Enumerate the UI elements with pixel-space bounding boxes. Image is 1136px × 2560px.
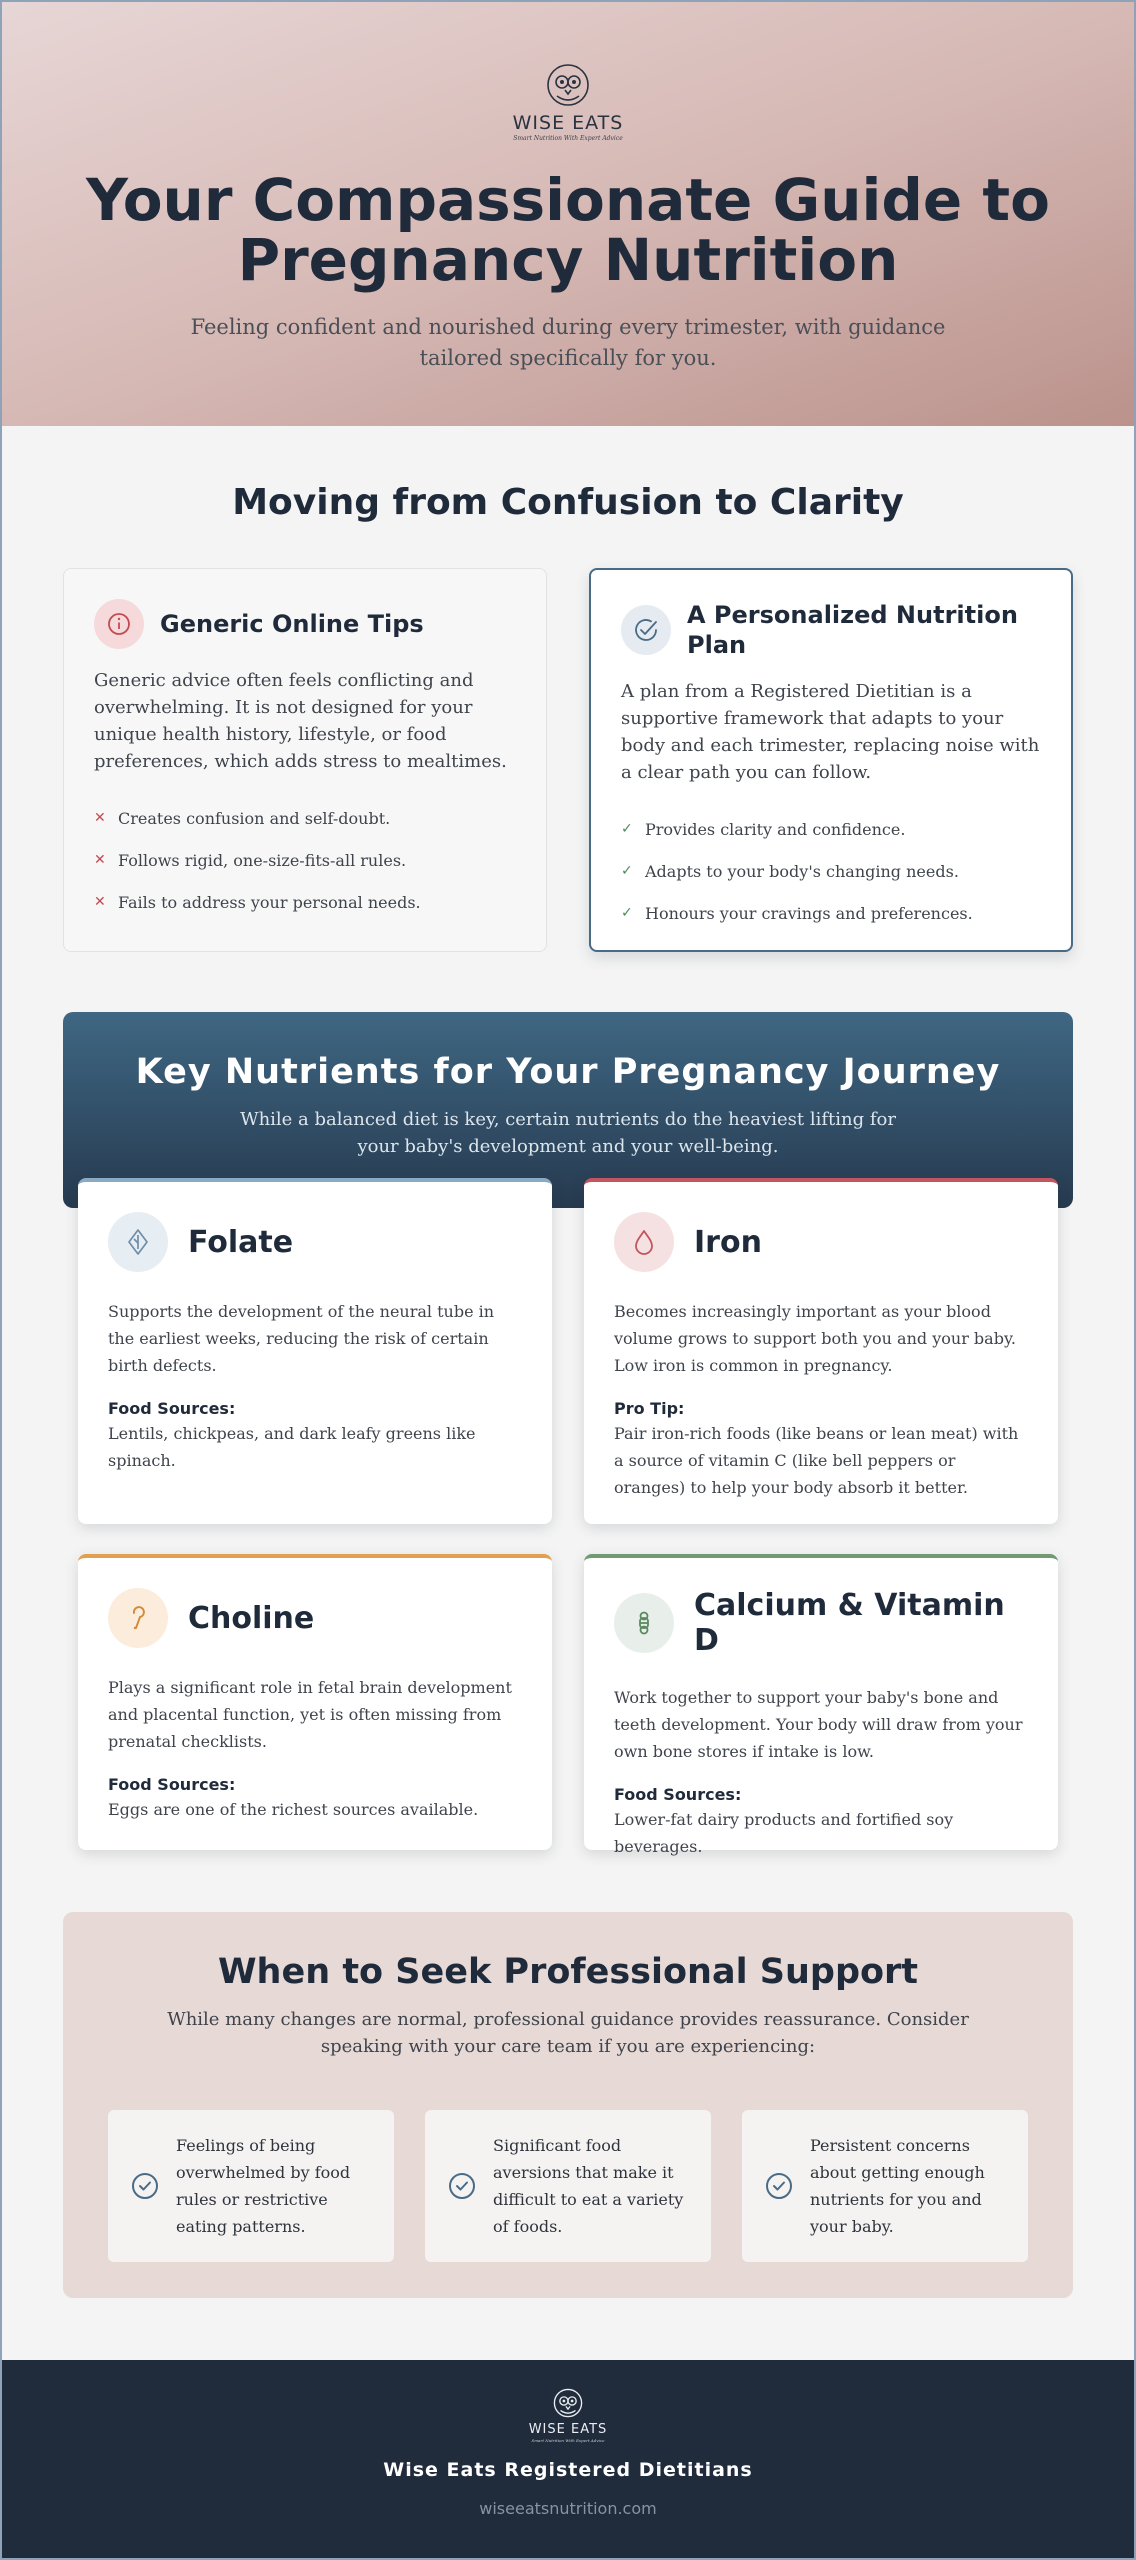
nutrients-section: [2, 1012, 1134, 1856]
list-item: ✕ Fails to address your personal needs.: [94, 892, 421, 912]
nutrient-card-iron: [584, 1178, 1058, 1524]
owl-logo-icon: [543, 60, 593, 110]
brand-logo[interactable]: [2, 60, 1134, 142]
hero-subtitle: Feeling confident and nourished during every trimester, with guidance tailored specifically for you.: [190, 315, 946, 370]
personalized-plan-body: A plan from a Registered Dietitian is a supportive framework that adapts to your body and each trimester, replacing noise with a clear path you can follow.: [621, 681, 1040, 783]
nutrient-card-folate: [78, 1178, 552, 1524]
nutrient-description: Becomes increasingly important as your blood volume grows to support both you and your baby. Low iron is common in pregnancy.: [614, 1302, 1016, 1375]
support-cards: [108, 2110, 1028, 2262]
personalized-plan-list: [621, 808, 1041, 934]
nutrient-label: Food Sources:: [108, 1775, 236, 1794]
info-icon: [94, 599, 144, 649]
nutrient-description: Plays a significant role in fetal brain development and placental function, yet is often missing from prenatal checklists.: [108, 1678, 512, 1751]
support-card: [742, 2110, 1028, 2262]
list-item: ✓ Adapts to your body's changing needs.: [621, 861, 959, 881]
personalized-plan-card: [589, 568, 1073, 952]
comparison-title: Moving from Confusion to Clarity: [232, 482, 904, 523]
nutrient-sources: Eggs are one of the richest sources available.: [108, 1800, 479, 1819]
bone-icon: [614, 1593, 674, 1653]
brand-tagline: Smart Nutrition With Expert Advice: [513, 135, 623, 142]
support-card-text: Feelings of being overwhelmed by food rules or restrictive eating patterns.: [176, 2136, 351, 2236]
nutrient-card-calcium: [584, 1554, 1058, 1856]
check-circle-icon: [621, 605, 671, 655]
nutrient-sources: Lentils, chickpeas, and dark leafy greens like spinach.: [108, 1424, 476, 1470]
check-circle-icon: [764, 2171, 794, 2201]
egg-icon: [108, 1588, 168, 1648]
nutrient-label: Food Sources:: [614, 1785, 742, 1804]
x-icon: ✕: [94, 810, 106, 826]
nutrient-title: Folate: [188, 1224, 294, 1260]
support-section: [63, 1912, 1073, 2298]
nutrient-card-header: [614, 1588, 1028, 1658]
support-card: [425, 2110, 711, 2262]
owl-logo-icon: [551, 2386, 585, 2420]
list-item: ✕ Follows rigid, one-size-fits-all rules.: [94, 850, 407, 870]
nutrient-label: Pro Tip:: [614, 1399, 685, 1418]
generic-tips-card: [63, 568, 547, 952]
check-icon: ✓: [621, 863, 633, 879]
nutrient-label: Food Sources:: [108, 1399, 236, 1418]
personalized-plan-title: A Personalized Nutrition Plan: [687, 601, 1018, 659]
droplet-icon: [614, 1212, 674, 1272]
nutrient-title: Choline: [188, 1600, 315, 1636]
brand-tagline: Smart Nutrition With Expert Advice: [531, 2438, 605, 2443]
check-circle-icon: [447, 2171, 477, 2201]
page-title: Your Compassionate Guide to Pregnancy Nutrition: [86, 166, 1050, 294]
footer-company-name: Wise Eats Registered Dietitians: [383, 2459, 753, 2481]
footer-logo[interactable]: [2, 2386, 1134, 2443]
nutrient-sources: Lower-fat dairy products and fortified soy beverages.: [614, 1810, 954, 1856]
support-title: When to Seek Professional Support: [217, 1952, 919, 1992]
list-item: ✓ Provides clarity and confidence.: [621, 819, 906, 839]
nutrient-title: Iron: [694, 1224, 762, 1260]
nutrient-card-header: [108, 1212, 522, 1272]
personalized-plan-header: [621, 600, 1041, 660]
nutrient-title: Calcium & Vitamin D: [694, 1588, 1005, 1658]
support-card-text: Significant food aversions that make it difficult to eat a variety of foods.: [493, 2136, 684, 2236]
nutrient-card-header: [614, 1212, 1028, 1272]
list-item: ✓ Honours your cravings and preferences.: [621, 903, 973, 923]
list-item: ✕ Creates confusion and self-doubt.: [94, 808, 391, 828]
footer-website-link[interactable]: wiseeatsnutrition.com: [479, 2499, 657, 2518]
nutrient-card-choline: [78, 1554, 552, 1850]
nutrient-description: Work together to support your baby's bone and teeth development. Your body will draw from your own bone stores if intake is low.: [614, 1688, 1023, 1761]
support-lead: While many changes are normal, professional guidance provides reassurance. Consider speaking with your care team if you are experiencing:: [167, 2009, 969, 2057]
generic-tips-header: [94, 599, 516, 649]
generic-tips-body: Generic advice often feels conflicting and overwhelming. It is not designed for your unique health history, lifestyle, or food preferences, which adds stress to mealtimes.: [94, 670, 507, 772]
brand-name: WISE EATS: [512, 112, 624, 134]
leaf-icon: [108, 1212, 168, 1272]
brand-name: WISE EATS: [528, 2422, 608, 2437]
nutrients-grid: [78, 1178, 1058, 1856]
x-icon: ✕: [94, 852, 106, 868]
support-card-text: Persistent concerns about getting enough nutrients for you and your baby.: [810, 2136, 985, 2236]
check-icon: ✓: [621, 905, 633, 921]
x-icon: ✕: [94, 894, 106, 910]
footer: [2, 2360, 1134, 2558]
generic-tips-title: Generic Online Tips: [160, 610, 424, 638]
nutrient-tip: Pair iron-rich foods (like beans or lean meat) with a source of vitamin C (like bell peppers or oranges) to help your body absorb it better.: [614, 1424, 1019, 1497]
support-card: [108, 2110, 394, 2262]
nutrients-subtitle: While a balanced diet is key, certain nutrients do the heaviest lifting for your baby's development and your well-being.: [240, 1109, 896, 1157]
check-circle-icon: [130, 2171, 160, 2201]
generic-tips-list: [94, 797, 516, 923]
comparison-section: [2, 482, 1134, 952]
check-icon: ✓: [621, 821, 633, 837]
nutrients-title: Key Nutrients for Your Pregnancy Journey: [135, 1052, 1001, 1092]
nutrient-card-header: [108, 1588, 522, 1648]
nutrient-description: Supports the development of the neural tube in the earliest weeks, reducing the risk of certain birth defects.: [108, 1302, 495, 1375]
comparison-cards: [63, 568, 1073, 952]
hero: [2, 2, 1134, 426]
